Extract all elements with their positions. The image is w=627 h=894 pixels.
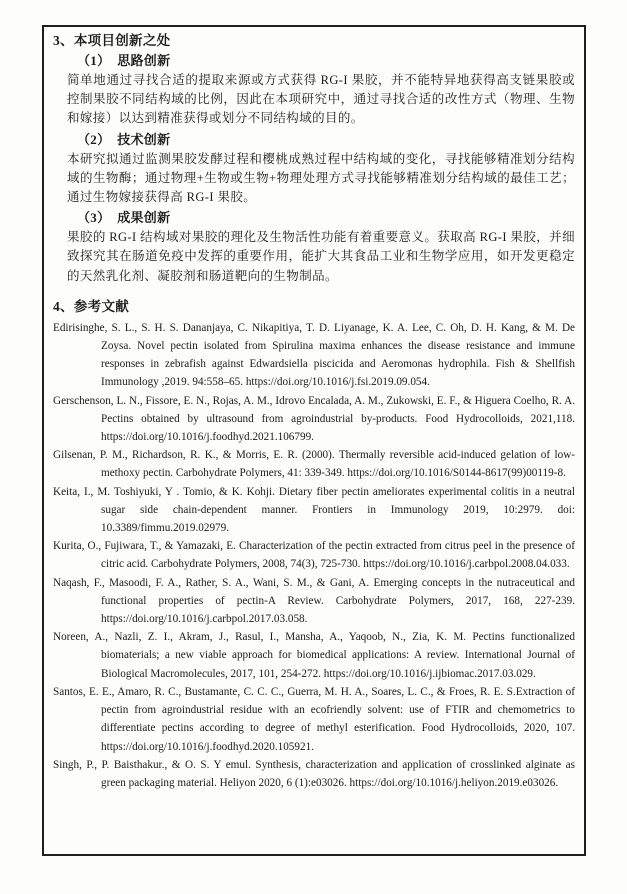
innovation-item [53, 209, 575, 286]
innovation-item-body: 本研究拟通过监测果胶发酵过程和樱桃成熟过程中结构域的变化，寻找能够精准划分结构域的生物酶；通过物理+生物或生物+物理处理方式寻找能够精准划分结构域的最佳工艺；通过生物嫁接获得高 RG-I 果胶。 [67, 151, 575, 205]
content-frame [42, 25, 586, 856]
innovation-item [53, 52, 575, 129]
reference-item: Keita, I., M. Toshiyuki, Y . Tomio, & K. Kohji. Dietary fiber pectin ameliorates experimental colitis in a neutral sugar side chain-dependent manner. Frontiers in Immunology 2019, 10:2979. doi: 10.3389/fimmu.2019.02979. [53, 485, 575, 535]
reference-item: Noreen, A., Nazli, Z. I., Akram, J., Rasul, I., Mansha, A., Yaqoob, N., Zia, K. M. Pectins functionalized biomaterials; a new viable approach for biomedical applications: A review. International Journal of Biological Macromolecules, 2017, 101, 254-272. https://doi.org/10.1016/j.ijbiomac.2017.03.029. [53, 631, 575, 680]
reference-item: Gilsenan, P. M., Richardson, R. K., & Morris, E. R. (2000). Thermally reversible acid-induced gelation of low-methoxy pectin. Carbohydrate Polymers, 41: 339-349. https://doi.org/10.1016/S0144-8617(99)00119-8. [53, 449, 575, 480]
reference-item: Singh, P., P. Baisthakur., & O. S. Y emul. Synthesis, characterization and application of crosslinked alginate as green packaging material. Heliyon 2020, 6 (1):e03026. https://doi.org/10.1016/j.heliyon.2019.e03026. [53, 758, 575, 789]
innovation-section-heading: 3、本项目创新之处 [53, 33, 171, 48]
innovation-item-body: 简单地通过寻找合适的提取来源或方式获得 RG-I 果胶，并不能特异地获得高支链果胶或控制果胶不同结构域的比例，因此在本项研究中，通过寻找合适的改性方式（物理、生物和嫁接）以达到精准获得或划分不同结构域的目的。 [67, 73, 575, 126]
innovation-item-label: （1） 思路创新 [77, 53, 171, 68]
reference-item: Gerschenson, L. N., Fissore, E. N., Rojas, A. M., Idrovo Encalada, A. M., Zukowski, E. F., & Higuera Coelho, R. A. Pectins obtained by ultrasound from agroindustrial by-products. Food Hydrocolloids, 2021,118. https://doi.org/10.1016/j.foodhyd.2021.106799. [53, 394, 575, 444]
references-section-heading: 4、参考文献 [53, 298, 130, 314]
reference-item: Edirisinghe, S. L., S. H. S. Dananjaya, C. Nikapitiya, T. D. Liyanage, K. A. Lee, C. Oh, D. H. Kang, & M. De Zoysa. Novel pectin isolated from Spirulina maxima enhances the disease resistance and immune responses in zebrafish against Edwardsiella piscicida and Aeromonas hydrophila. Fish & Shellfish Immunology ,2019. 94:558–65. https://doi.org/10.1016/j.fsi.2019.09.054. [53, 321, 575, 389]
innovation-item-body: 果胶的 RG-I 结构域对果胶的理化及生物活性功能有着重要意义。获取高 RG-I 果胶，并细致探究其在肠道免疫中发挥的重要作用，能扩大其食品工业和生物学应用，如开发更稳定的天然乳化剂、凝胶剂和肠道靶向的生物制品。 [67, 230, 575, 283]
innovation-item [53, 131, 575, 208]
innovation-item-label: （2） 技术创新 [77, 131, 171, 147]
innovation-item-label: （3） 成果创新 [77, 210, 171, 226]
reference-item: Kurita, O., Fujiwara, T., & Yamazaki, E. Characterization of the pectin extracted from citrus peel in the presence of citric acid. Carbohydrate Polymers, 2008, 74(3), 725-730. https://doi.org/10.1016/j.carbpol.2008.04.033. [53, 540, 575, 571]
reference-item: Naqash, F., Masoodi, F. A., Rather, S. A., Wani, S. M., & Gani, A. Emerging concepts in the nutraceutical and functional properties of pectin-A Review. Carbohydrate Polymers, 2017, 168, 227-239. https://doi.org/10.1016/j.carbpol.2017.03.058. [53, 576, 575, 626]
reference-item: Santos, E. E., Amaro, R. C., Bustamante, C. C. C., Guerra, M. H. A., Soares, L. C., & Froes, R. E. S.Extraction of pectin from agroindustrial residue with an ecofriendly solvent: use of FTIR and chemometrics to differentiate pectins according to degree of methyl esterification. Food Hydrocolloids, 2020, 107. https://doi.org/10.1016/j.foodhyd.2020.105921. [53, 685, 575, 753]
